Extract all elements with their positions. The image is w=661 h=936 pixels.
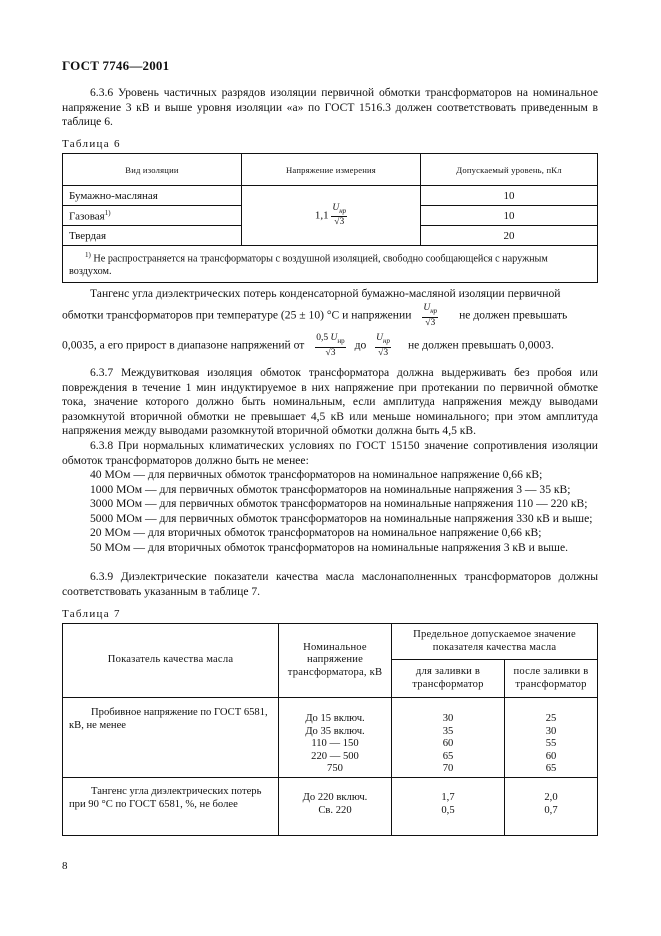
resistance-item: 20 МОм — для вторичных обмоток трансформаторов на номинальное напряжение 0,66 кВ; [90, 526, 542, 540]
t7-voltage-value: 750 [327, 763, 343, 775]
t6-voltage-num: U [332, 202, 340, 213]
t7-header-limit: Предельное допускаемое значение показателя качества масла [392, 624, 598, 660]
t6-gas-footnote-mark: 1) [104, 208, 111, 217]
t7-before-value: 35 [442, 725, 454, 737]
t7-before-value: 1,7 [441, 792, 455, 803]
t6-header-type: Вид изоляции [63, 154, 242, 186]
t7-after-value: 30 [545, 725, 557, 737]
t7-after-value: 65 [545, 763, 557, 775]
t7-after-value: 2,0 [544, 792, 558, 803]
frac-sub: нр [430, 306, 438, 315]
frac-num: U [423, 303, 431, 313]
resistance-item: 50 МОм — для вторичных обмоток трансформаторов на номинальные напряжения 3 кВ и выше. [90, 540, 568, 554]
t7-voltage-value: Св. 220 [318, 804, 352, 816]
t6-row-value: 20 [421, 226, 598, 246]
resistance-item: 3000 МОм — для первичных обмоток трансформаторов на номинальные напряжения 110 — 220 кВ; [90, 497, 588, 511]
frac2-num: U [330, 333, 338, 343]
t7-after-value: 55 [545, 738, 557, 750]
t7-voltage-value: 220 — 500 [311, 750, 359, 762]
t7-row-voltages [279, 778, 392, 836]
paragraph-6-3-8: 6.3.8 При нормальных климатических условиях по ГОСТ 15150 значение сопротивления изоляции обмоток трансформаторов должно быть не менее: [62, 439, 598, 467]
resistance-item: 1000 МОм — для первичных обмоток трансформаторов на номинальные напряжения 3 — 35 кВ; [90, 482, 571, 496]
tangent-line-3c: не должен превышать 0,0003. [407, 338, 554, 352]
t6-header-level: Допускаемый уровень, пКл [421, 154, 598, 186]
t6-row-type: Твердая [63, 226, 242, 246]
tangent-line-2b: не должен превышать [459, 308, 568, 322]
t7-row-voltages [279, 698, 392, 778]
tangent-line-3b: до [354, 338, 367, 352]
t6-footnote-mark: 1) [85, 251, 91, 259]
paragraph-6-3-6: 6.3.6 Уровень частичных разрядов изоляции первичной обмотки трансформаторов на номинальное напряжение 3 кВ и выше уровня изоляции «а» по ГОСТ 1516.3 должен соответствовать приведенным в таблице 6. [62, 86, 598, 129]
t6-header-voltage: Напряжение измерения [242, 154, 421, 186]
frac2-den: √3 [325, 347, 336, 358]
t6-voltage-formula [242, 186, 421, 246]
t7-before-value: 70 [442, 763, 454, 775]
t6-row-value: 10 [421, 186, 598, 206]
tangent-line-3a: 0,0035, а его прирост в диапазоне напряжений от [62, 338, 305, 352]
t6-footnote [63, 246, 598, 283]
resistance-list [62, 468, 598, 556]
t6-voltage-sub: нр [339, 206, 347, 215]
t7-voltage-value: До 220 включ. [302, 792, 368, 803]
paragraph-6-3-7: 6.3.7 Междувитковая изоляция обмоток трансформатора должна выдерживать без пробоя или повреждения в течение 1 мин индуктируемое в них напряжение при протекании по первичной обмотке тока, значение которого должно быть номинальным, если амплитуда напряжения между выводами разомкнутой вторичной обмотки не превышает 4,5 кВ или меньше номинального; при этом амплитуда напряжения между выводами разомкнутой вторичной обмотки должна быть 4,5 кВ. [62, 366, 598, 438]
tangent-fraction-1 [422, 303, 438, 329]
t7-header-before: для заливки в трансформатор [392, 660, 505, 698]
t7-before-value: 30 [442, 713, 454, 724]
t7-row-before [392, 778, 505, 836]
t7-header-voltage: Номинальное напряжение трансформатора, кВ [279, 624, 392, 698]
t7-before-value: 0,5 [441, 804, 455, 816]
t7-row-indicator: Пробивное напряжение по ГОСТ 6581, кВ, не менее [63, 698, 279, 778]
t6-footnote-text: Не распространяется на трансформаторы с воздушной изоляцией, свободно сообщающейся с наружным воздухом. [69, 253, 548, 277]
t7-header-indicator: Показатель качества масла [63, 624, 279, 698]
resistance-item: 5000 МОм — для первичных обмоток трансформаторов на номинальные напряжения 330 кВ и выше; [90, 511, 593, 525]
t7-row-indicator: Тангенс угла диэлектрических потерь при 90 °С по ГОСТ 6581, %, не более [63, 778, 279, 836]
frac-den: √3 [425, 317, 436, 328]
t7-voltage-value: 110 — 150 [311, 738, 359, 750]
t7-row-after [505, 698, 598, 778]
t7-before-value: 65 [442, 750, 454, 762]
paragraph-6-3-9: 6.3.9 Диэлектрические показатели качества масла маслонаполненных трансформаторов должны соответствовать указанным в таблице 7. [62, 570, 598, 598]
t6-voltage-den: √3 [334, 217, 345, 228]
tangent-line-2a: обмотки трансформаторов при температуре (25 ± 10) °С и напряжении [62, 308, 412, 322]
frac2-sub: нр [337, 336, 345, 345]
frac3-den: √3 [378, 347, 389, 358]
table7-caption: Таблица 7 [62, 608, 121, 620]
t7-row-after [505, 778, 598, 836]
page-number: 8 [62, 860, 68, 872]
table-7 [62, 623, 598, 836]
document-header: ГОСТ 7746—2001 [62, 58, 170, 73]
resistance-item: 40 МОм — для первичных обмоток трансформаторов на номинальное напряжение 0,66 кВ; [90, 468, 543, 481]
tangent-fraction-3 [375, 333, 391, 359]
table-6 [62, 153, 598, 283]
t6-voltage-fraction [331, 203, 347, 229]
tangent-line-3 [62, 333, 554, 359]
t7-after-value: 25 [545, 713, 557, 724]
t7-before-value: 60 [442, 738, 454, 750]
tangent-line-2 [62, 303, 567, 329]
t7-row-before [392, 698, 505, 778]
t7-after-value: 60 [545, 750, 557, 762]
t7-voltage-value: До 15 включ. [305, 713, 365, 724]
t6-row-type [63, 206, 242, 226]
t6-voltage-coef: 1,1 [314, 209, 329, 222]
t6-row-value: 10 [421, 206, 598, 226]
table6-caption: Таблица 6 [62, 138, 121, 150]
frac3-sub: нр [383, 336, 391, 345]
t6-row-type: Бумажно-масляная [63, 186, 242, 206]
frac3-num: U [376, 333, 384, 343]
t6-gas-label: Газовая [69, 210, 105, 223]
frac2-coef: 0,5 [316, 333, 329, 343]
tangent-fraction-2 [315, 333, 345, 359]
t7-voltage-value: До 35 включ. [305, 725, 365, 737]
t7-after-value: 0,7 [544, 804, 558, 816]
tangent-line-1: Тангенс угла диэлектрических потерь конденсаторной бумажно-масляной изоляции первичной [90, 287, 561, 300]
t7-header-after: после заливки в трансформатор [505, 660, 598, 698]
